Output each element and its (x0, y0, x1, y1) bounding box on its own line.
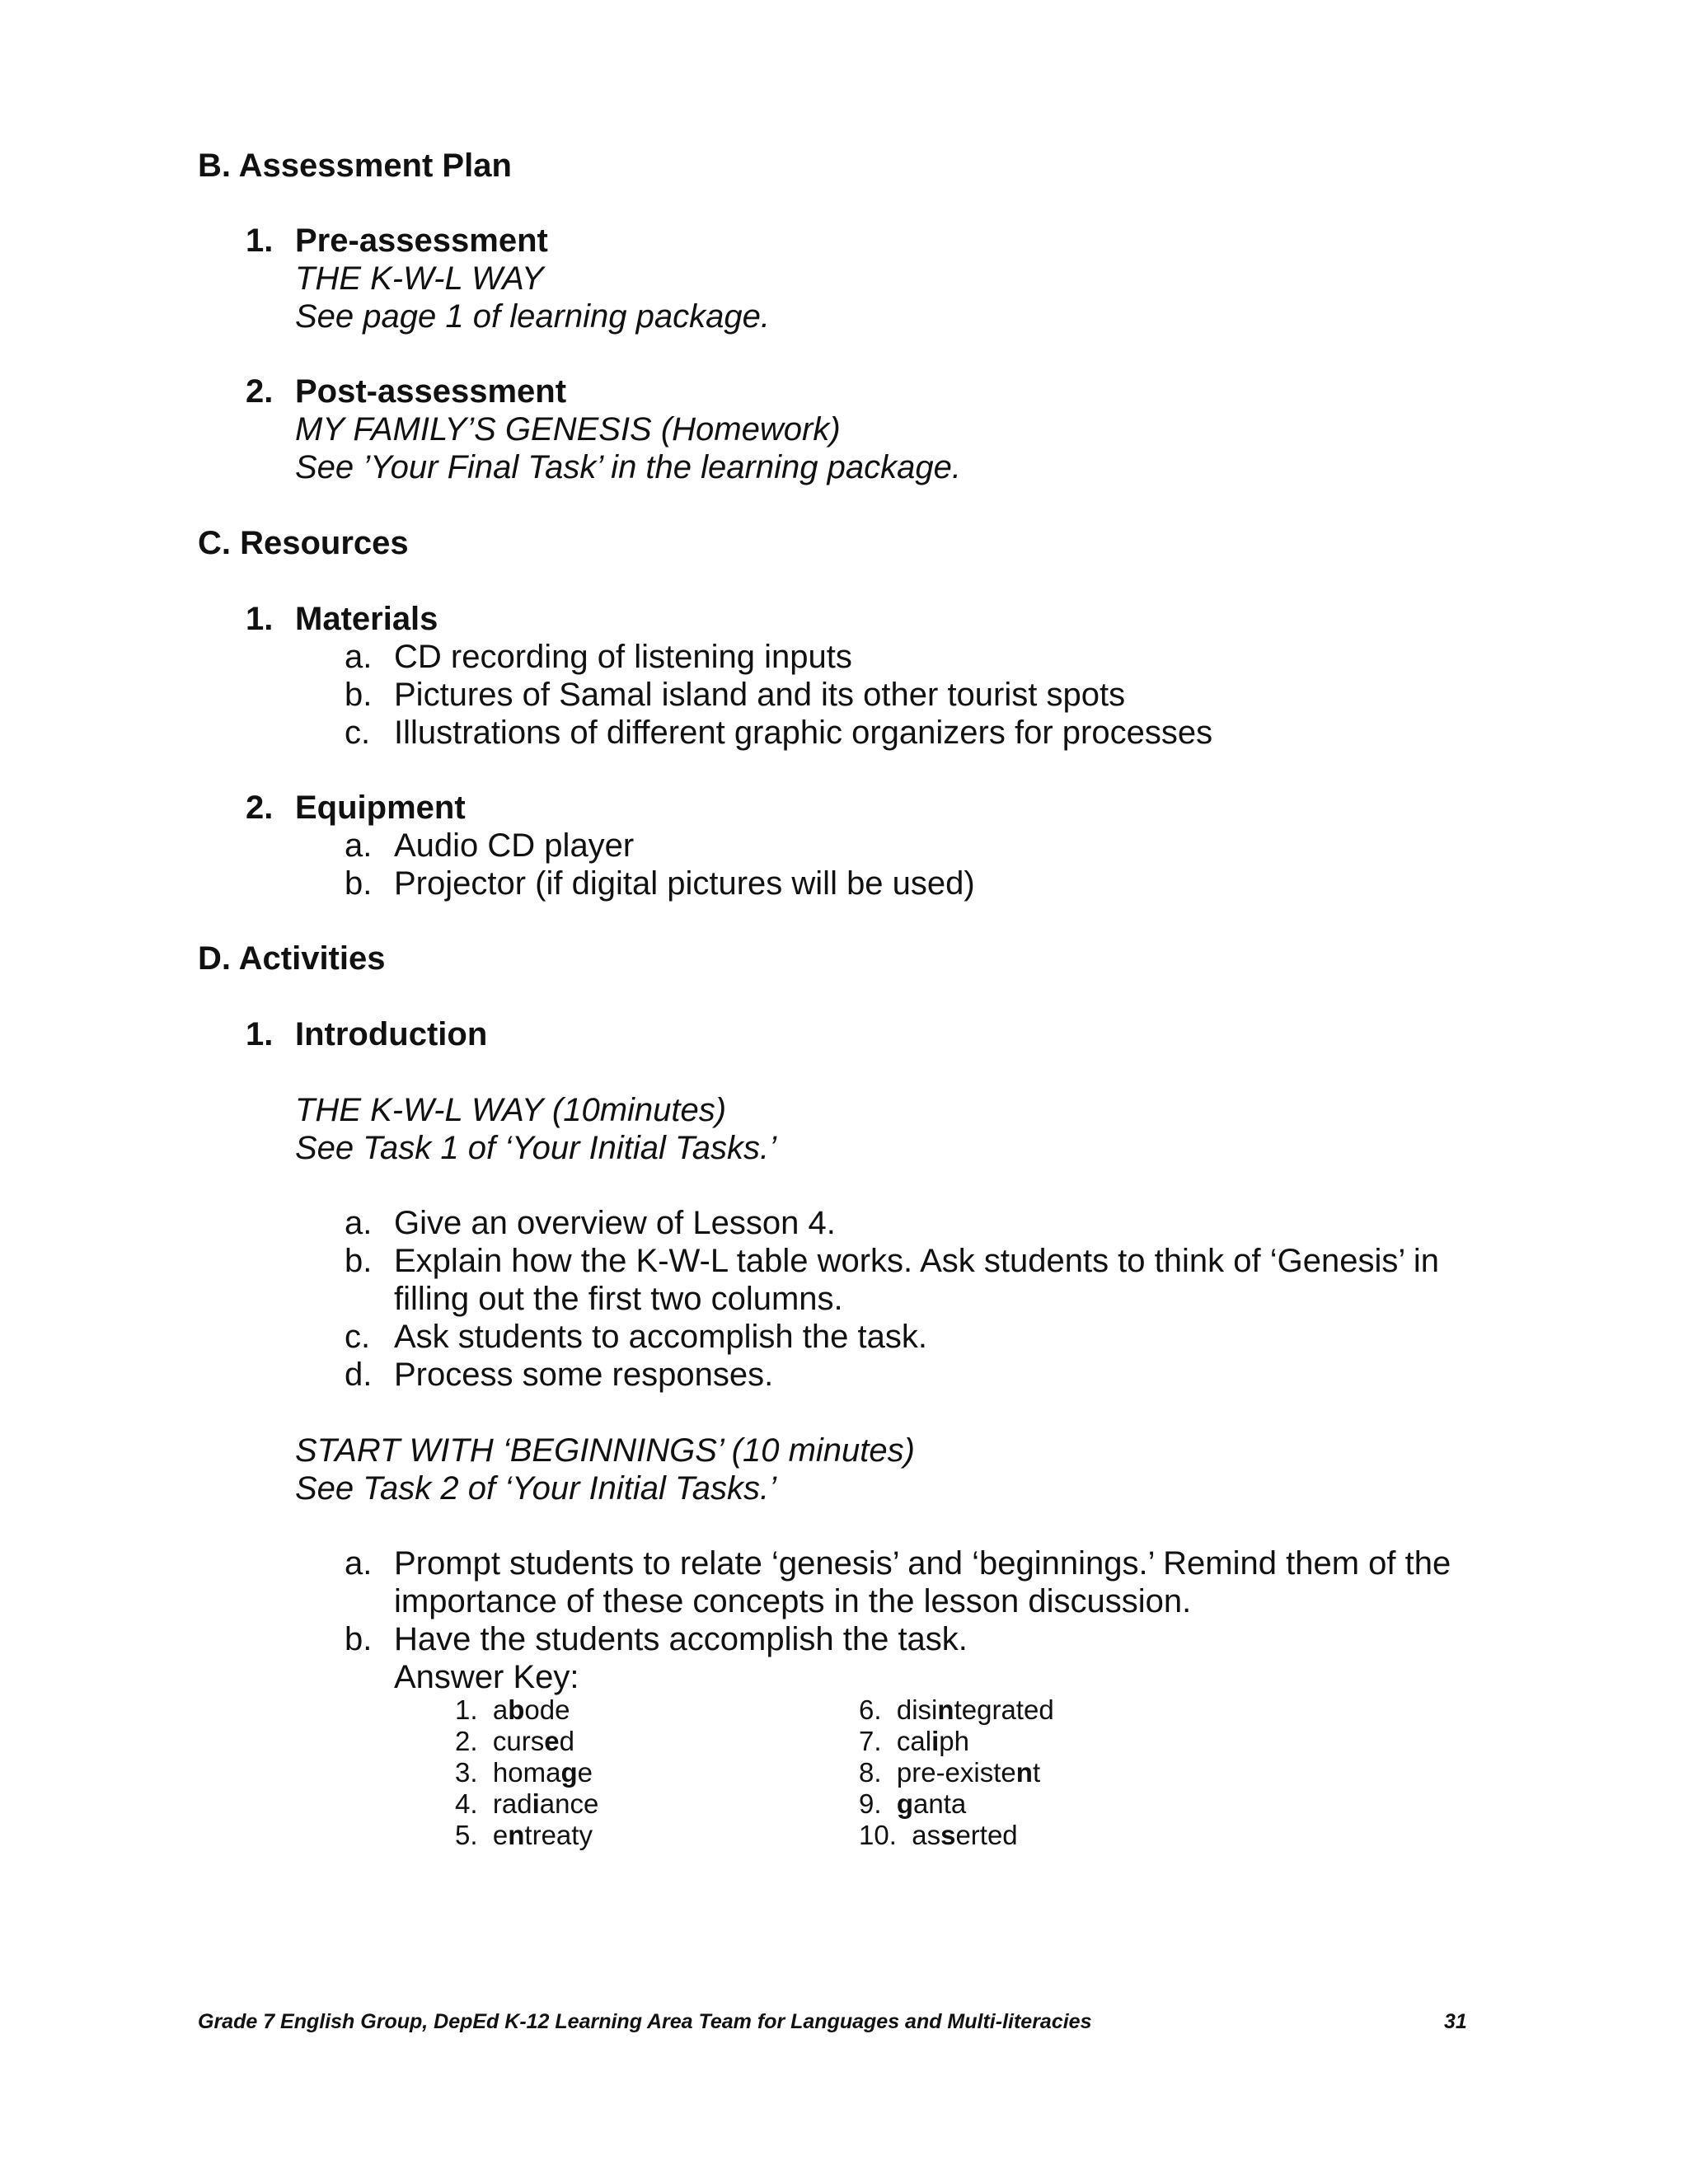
section-c-heading: C. Resources (198, 525, 409, 561)
answer-key-text: anta (913, 1788, 967, 1819)
equipment-item-a-letter: a. (345, 827, 373, 864)
answer-key-text: homa (492, 1757, 561, 1788)
answer-key-text: ance (539, 1788, 599, 1819)
answer-key-text: as (912, 1820, 941, 1850)
answer-key-highlight: n (937, 1694, 954, 1725)
answer-key-number: 6. (859, 1694, 882, 1725)
materials-item-c-letter: c. (345, 715, 371, 751)
answer-key-item (859, 1694, 1054, 1726)
answer-key-text: pre-existe (896, 1757, 1016, 1788)
section-b-heading: B. Assessment Plan (198, 148, 512, 184)
answer-key-item (455, 1820, 593, 1851)
answer-key-text: disi (896, 1694, 938, 1725)
answer-key-number: 3. (455, 1757, 478, 1788)
equipment-item-b: Projector (if digital pictures will be used) (394, 865, 975, 902)
equipment-title: Equipment (295, 790, 466, 826)
answer-key-number: 8. (859, 1757, 882, 1788)
materials-item-a: CD recording of listening inputs (394, 639, 852, 675)
materials-number: 1. (246, 601, 274, 637)
introduction-title: Introduction (295, 1016, 488, 1052)
post-assessment-line1: MY FAMILY’S GENESIS (Homework) (295, 411, 841, 448)
answer-key-text: a (492, 1694, 509, 1725)
answer-key-text: t (1032, 1757, 1041, 1788)
answer-key-item (859, 1726, 969, 1757)
answer-key-number: 7. (859, 1726, 882, 1756)
task1-step-d: Process some responses. (394, 1357, 774, 1393)
answer-key-highlight: g (560, 1757, 578, 1788)
answer-key-text: e (577, 1757, 593, 1788)
answer-key-highlight: e (544, 1726, 560, 1756)
answer-key-text: ph (939, 1726, 969, 1756)
answer-key-text: d (559, 1726, 574, 1756)
page-number: 31 (1444, 2010, 1467, 2033)
task1-reference: See Task 1 of ‘Your Initial Tasks.’ (295, 1130, 777, 1166)
task1-step-d-letter: d. (345, 1357, 373, 1393)
task1-step-c-letter: c. (345, 1319, 371, 1355)
answer-key-number: 1. (455, 1694, 478, 1725)
equipment-number: 2. (246, 790, 274, 826)
answer-key-number: 10. (859, 1820, 897, 1850)
section-d-heading: D. Activities (198, 940, 386, 977)
task2-step-a-continued: importance of these concepts in the lesson discussion. (394, 1583, 1192, 1619)
answer-key-label: Answer Key: (394, 1659, 579, 1695)
task2-title: START WITH ‘BEGINNINGS’ (10 minutes) (295, 1432, 915, 1469)
answer-key-text: treaty (524, 1820, 593, 1850)
equipment-item-b-letter: b. (345, 865, 373, 902)
answer-key-highlight: n (1015, 1757, 1033, 1788)
answer-key-text: e (492, 1820, 509, 1850)
answer-key-item (859, 1788, 966, 1820)
answer-key-item (455, 1788, 598, 1820)
materials-item-a-letter: a. (345, 639, 373, 675)
materials-item-b: Pictures of Samal island and its other tourist spots (394, 677, 1126, 713)
task1-step-a-letter: a. (345, 1205, 373, 1241)
answer-key-highlight: n (508, 1820, 525, 1850)
answer-key-highlight: i (931, 1726, 940, 1756)
answer-key-highlight: b (508, 1694, 525, 1725)
post-assessment-title: Post-assessment (295, 373, 567, 410)
task2-step-b-letter: b. (345, 1621, 373, 1657)
materials-title: Materials (295, 601, 438, 637)
task1-step-b-continued: filling out the first two columns. (394, 1281, 843, 1317)
materials-item-b-letter: b. (345, 677, 373, 713)
answer-key-highlight: g (896, 1788, 914, 1819)
answer-key-text: erted (955, 1820, 1018, 1850)
answer-key-highlight: s (940, 1820, 956, 1850)
task1-title: THE K-W-L WAY (10minutes) (295, 1092, 727, 1128)
answer-key-item (455, 1726, 574, 1757)
answer-key-text: ode (524, 1694, 570, 1725)
post-assessment-number: 2. (246, 373, 274, 410)
answer-key-text: curs (492, 1726, 545, 1756)
equipment-item-a: Audio CD player (394, 827, 635, 864)
answer-key-item (455, 1694, 570, 1726)
answer-key-text: tegrated (954, 1694, 1054, 1725)
answer-key-number: 2. (455, 1726, 478, 1756)
answer-key-number: 9. (859, 1788, 882, 1819)
pre-assessment-line1: THE K-W-L WAY (295, 260, 544, 297)
introduction-number: 1. (246, 1016, 274, 1052)
answer-key-number: 5. (455, 1820, 478, 1850)
task2-reference: See Task 2 of ‘Your Initial Tasks.’ (295, 1470, 777, 1507)
task1-step-c: Ask students to accomplish the task. (394, 1319, 927, 1355)
answer-key-text: cal (896, 1726, 932, 1756)
page-footer: Grade 7 English Group, DepEd K-12 Learning Area Team for Languages and Multi-literacies (198, 2010, 1092, 2033)
answer-key-highlight: i (532, 1788, 540, 1819)
answer-key-item (859, 1820, 1018, 1851)
task1-step-b-letter: b. (345, 1243, 373, 1279)
task2-step-a: Prompt students to relate ‘genesis’ and ‘beginnings.’ Remind them of the (394, 1545, 1451, 1582)
answer-key-text: rad (492, 1788, 532, 1819)
task1-step-b: Explain how the K-W-L table works. Ask students to think of ‘Genesis’ in (394, 1243, 1440, 1279)
answer-key-item (455, 1757, 593, 1788)
answer-key-number: 4. (455, 1788, 478, 1819)
materials-item-c: Illustrations of different graphic organizers for processes (394, 715, 1213, 751)
answer-key-item (859, 1757, 1040, 1788)
pre-assessment-title: Pre-assessment (295, 223, 548, 259)
pre-assessment-line2: See page 1 of learning package. (295, 298, 770, 335)
task2-step-a-letter: a. (345, 1545, 373, 1582)
task2-step-b: Have the students accomplish the task. (394, 1621, 968, 1657)
task1-step-a: Give an overview of Lesson 4. (394, 1205, 836, 1241)
pre-assessment-number: 1. (246, 223, 274, 259)
post-assessment-line2: See ’Your Final Task’ in the learning package. (295, 449, 961, 485)
